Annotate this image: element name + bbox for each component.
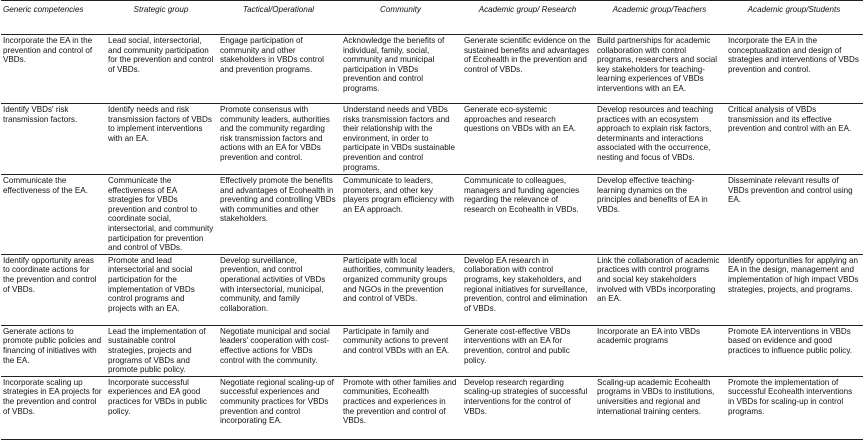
header-row	[1, 1, 863, 35]
table-cell: Understand needs and VBDs risks transmission factors and their relationship with the environment, in order to participate in VBDs sustainable prevention and control programs.	[340, 104, 461, 175]
table-row	[1, 325, 863, 376]
table-cell: Develop surveillance, prevention, and control operational activities of VBDs with intersectorial, municipal, community, and family collaboration.	[217, 254, 340, 325]
table-cell: Develop effective teaching-learning dynamics on the principles and benefits of EA in VBDs.	[594, 175, 725, 255]
table-cell: Incorporate an EA into VBDs academic programs	[594, 325, 725, 376]
header-community: Community	[340, 1, 461, 35]
table-cell: Develop resources and teaching practices with an ecosystem approach to explain risk factors, determinants and interactions associated with the occurrence, nesting and focus of VBDs.	[594, 104, 725, 175]
header-academic-research: Academic group/ Research	[461, 1, 594, 35]
table-cell: Communicate to colleagues, managers and funding agencies regarding the relevance of research on Ecohealth in VBDs.	[461, 175, 594, 255]
table-row	[1, 376, 863, 439]
table-cell: Critical analysis of VBDs transmission and its effective prevention and control with an EA.	[725, 104, 863, 175]
header-tactical-operational: Tactical/Operational	[217, 1, 340, 35]
table-cell: Generate cost-effective VBDs interventions with an EA for prevention, control and public policy.	[461, 325, 594, 376]
table-cell: Identify opportunity areas to coordinate actions for the prevention and control of VBDs.	[1, 254, 105, 325]
header-generic-competencies: Generic competencies	[1, 1, 105, 35]
table-cell: Participate in family and community actions to prevent and control VBDs with an EA.	[340, 325, 461, 376]
table-row	[1, 35, 863, 104]
table-cell: Promote EA interventions in VBDs based on evidence and good practices to influence public policy.	[725, 325, 863, 376]
table-row	[1, 254, 863, 325]
competencies-table	[1, 0, 863, 440]
table-cell: Incorporate successful experiences and EA good practices for VBDs in public policy.	[105, 376, 217, 439]
table-cell: Incorporate the EA in the conceptualization and design of strategies and interventions of VBDs prevention and control.	[725, 35, 863, 104]
header-academic-teachers: Academic group/Teachers	[594, 1, 725, 35]
table-cell: Disseminate relevant results of VBDs prevention and control using EA.	[725, 175, 863, 255]
table-cell: Identify VBDs' risk transmission factors.	[1, 104, 105, 175]
table-cell: Develop EA research in collaboration with control programs, key stakeholders, and regional initiatives for surveillance, prevention, control and elimination of VBDs.	[461, 254, 594, 325]
table-cell: Communicate the effectiveness of the EA.	[1, 175, 105, 255]
header-academic-students: Academic group/Students	[725, 1, 863, 35]
table-cell: Identify needs and risk transmission factors of VBDs to implement interventions with an EA.	[105, 104, 217, 175]
table-cell: Negotiate regional scaling-up of successful experiences and community practices for VBDs prevention and control incorporating EA.	[217, 376, 340, 439]
table-cell: Communicate to leaders, promoters, and other key players program efficiency with an EA approach.	[340, 175, 461, 255]
table-cell: Negotiate municipal and social leaders' cooperation with cost-effective actions for VBDs control with the community.	[217, 325, 340, 376]
table-cell: Lead social, intersectorial, and community participation for the prevention and control of VBDs.	[105, 35, 217, 104]
table-cell: Scaling-up academic Ecohealth programs in VBDs to institutions, universities and regional and international training centers.	[594, 376, 725, 439]
table-cell: Generate eco-systemic approaches and research questions on VBDs with an EA.	[461, 104, 594, 175]
table-cell: Promote consensus with community leaders, authorities and the community regarding risk transmission factors and actions with an EA for VBDs prevention and control.	[217, 104, 340, 175]
table-cell: Generate actions to promote public policies and financing of initiatives with the EA.	[1, 325, 105, 376]
table-cell: Build partnerships for academic collaboration with control programs, researchers and social key stakeholders for teaching-learning experiences of VBDs interventions with an EA.	[594, 35, 725, 104]
table-cell: Develop research regarding scaling-up strategies of successful interventions for the control of VBDs.	[461, 376, 594, 439]
table-cell: Engage participation of community and other stakeholders in VBDs control and prevention programs.	[217, 35, 340, 104]
table-cell: Link the collaboration of academic practices with control programs and social key stakeholders involved with VBDs incorporating an EA.	[594, 254, 725, 325]
table-cell: Promote and lead intersectorial and social participation for the implementation of VBDs control programs and projects with an EA.	[105, 254, 217, 325]
header-strategic-group: Strategic group	[105, 1, 217, 35]
table-cell: Promote with other families and communities, Ecohealth practices and experiences in the prevention and control of VBDs.	[340, 376, 461, 439]
table-cell: Generate scientific evidence on the sustained benefits and advantages of Ecohealth in the prevention and control of VBDs.	[461, 35, 594, 104]
table-cell: Identify opportunities for applying an EA in the design, management and implementation of high impact VBDs strategies, projects, and programs.	[725, 254, 863, 325]
table-cell: Incorporate the EA in the prevention and control of VBDs.	[1, 35, 105, 104]
table-row	[1, 175, 863, 255]
table-cell: Incorporate scaling up strategies in EA projects for the prevention and control of VBDs.	[1, 376, 105, 439]
table-cell: Promote the implementation of successful Ecohealth interventions in VBDs for scaling-up in control programs.	[725, 376, 863, 439]
table-cell: Communicate the effectiveness of EA strategies for VBDs prevention and control to coordinate social, intersectorial, and community participation for prevention and control of VBDs.	[105, 175, 217, 255]
table-cell: Participate with local authorities, community leaders, organized community groups and NGOs in the prevention and control of VBDs.	[340, 254, 461, 325]
table-row	[1, 104, 863, 175]
table-cell: Acknowledge the benefits of individual, family, social, community and municipal participation in VBDs prevention and control programs.	[340, 35, 461, 104]
table-cell: Lead the implementation of sustainable control strategies, projects and programs of VBDs and promote public policy.	[105, 325, 217, 376]
table-cell: Effectively promote the benefits and advantages of Ecohealth in preventing and controlling VBDs with communities and other stakeholders.	[217, 175, 340, 255]
